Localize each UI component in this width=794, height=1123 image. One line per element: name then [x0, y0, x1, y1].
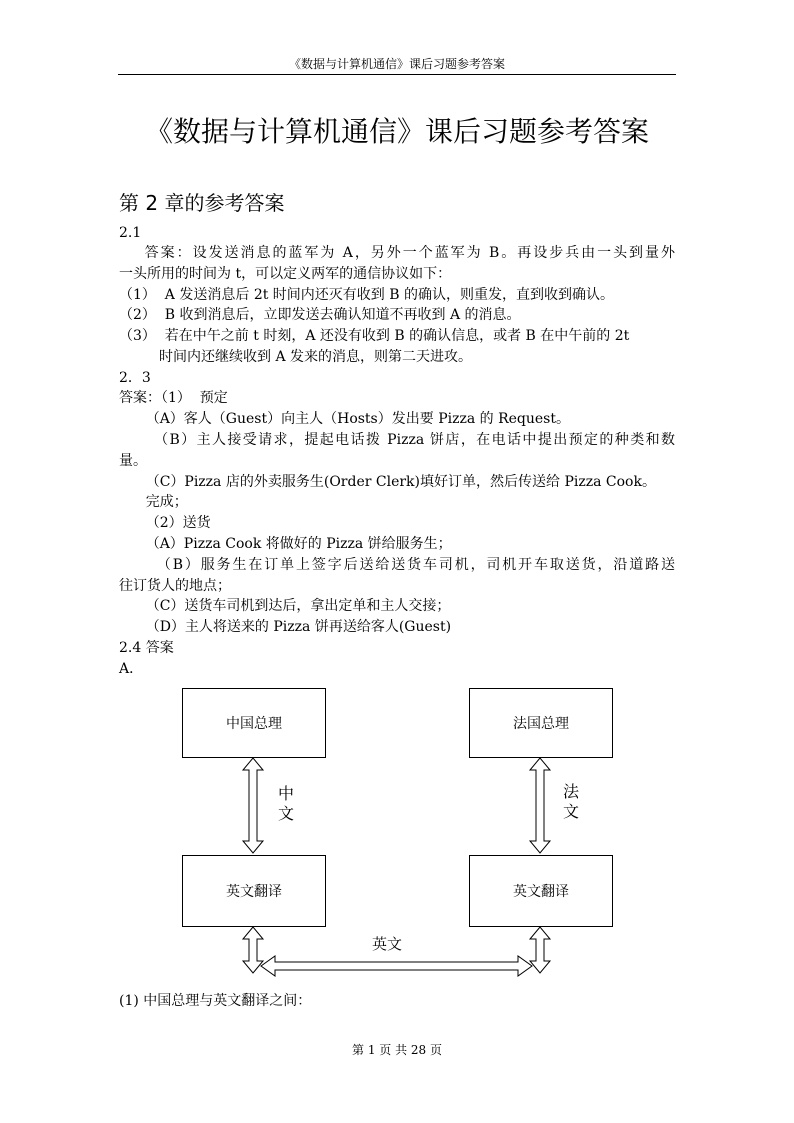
text-line: （B）服务生在订单上签字后送给送货车司机，司机开车取送货，沿道路送 [119, 557, 675, 573]
arrow-english-horizontal [261, 956, 532, 976]
text-line: （2）送货 [119, 515, 211, 531]
text-line: 答案：（1） 预定 [119, 390, 228, 406]
label-chinese-1: 中 [277, 784, 294, 803]
text-line: 一头所用的时间为 t，可以定义两军的通信协议如下： [119, 266, 452, 282]
text-line: （A）Pizza Cook 将做好的 Pizza 饼给服务生； [119, 536, 452, 552]
label-french-1: 法 [562, 782, 579, 801]
text-line: 2.1 [119, 225, 142, 241]
text-line: 2.4 答案 [119, 640, 174, 656]
document-title: 《数据与计算机通信》课后习题参考答案 [144, 115, 649, 148]
text-line: （D）主人将送来的 Pizza 饼再送给客人(Guest) [119, 619, 452, 635]
text-line: 2．3 [119, 370, 151, 386]
box-french-premier: 法国总理 [469, 688, 613, 758]
text-line: （A）客人（Guest）向主人（Hosts）发出要 Pizza 的 Request。 [119, 411, 570, 427]
box-english-translator-left: 英文翻译 [182, 855, 326, 927]
text-line: （1） A 发送消息后 2t 时间内还灭有收到 B 的确认，则重发，直到收到确认。 [119, 287, 614, 303]
text-line: 往订货人的地点； [119, 578, 231, 594]
text-line: （C）送货车司机到达后，拿出定单和主人交接； [119, 598, 451, 614]
text-line: 完成； [119, 494, 188, 510]
text-line: （2） B 收到消息后，立即发送去确认知道不再收到 A 的消息。 [119, 307, 521, 323]
label-chinese-2: 文 [277, 804, 294, 823]
page-footer: 第 1 页 共 28 页 [352, 1043, 442, 1057]
arrow-cn-vertical [243, 758, 263, 853]
text-line: A． [119, 661, 144, 677]
running-header: 《数据与计算机通信》课后习题参考答案 [288, 57, 505, 71]
text-line: （C）Pizza 店的外卖服务生(Order Clerk)填好订单，然后传送给 Pizza Cook。 [119, 474, 656, 490]
text-line: 时间内还继续收到 A 发来的消息，则第二天进攻。 [119, 349, 473, 365]
label-english: 英文 [372, 935, 403, 953]
box-english-translator-right: 英文翻译 [469, 855, 613, 927]
chapter-heading: 第 2 章的参考答案 [119, 191, 285, 215]
text-line: （B）主人接受请求，提起电话拨 Pizza 饼店，在电话中提出预定的种类和数 [119, 432, 675, 448]
text-line: 量。 [119, 453, 147, 469]
arrow-fr-vertical [530, 758, 550, 853]
arrow-left-short [243, 927, 263, 973]
text-line: （3） 若在中午之前 t 时刻，A 还没有收到 B 的确认信息，或者 B 在中午前的 2t [119, 328, 630, 344]
text-line: 答案：设发送消息的蓝军为 A，另外一个蓝军为 B。再设步兵由一头到量外 [119, 245, 675, 261]
box-chinese-premier: 中国总理 [182, 688, 326, 758]
arrow-right-short [530, 927, 550, 973]
text-line-after-diagram: (1) 中国总理与英文翻译之间： [119, 993, 312, 1009]
label-french-2: 文 [562, 802, 579, 821]
